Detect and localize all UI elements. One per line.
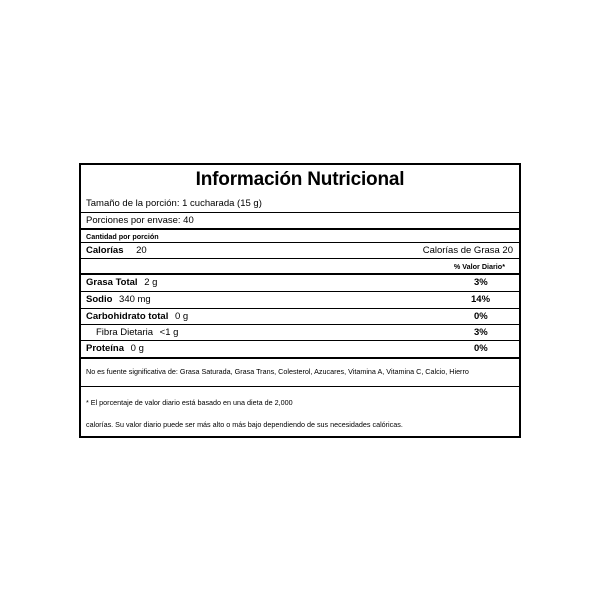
divider: [81, 386, 519, 387]
nutrient-amount: 0 g: [130, 343, 144, 354]
nutrient-dv: 0%: [474, 343, 488, 354]
divider-thick: [81, 273, 519, 275]
label-title: Información Nutricional: [195, 169, 405, 190]
calories-label: Calorías: [86, 245, 124, 256]
nutrient-dv: 14%: [471, 294, 491, 305]
nutrient-amount: 340 mg: [119, 294, 151, 305]
divider: [81, 212, 519, 213]
nutrient-row-carbohydrate: [86, 311, 514, 322]
nutrient-dv: 0%: [474, 311, 488, 322]
divider: [81, 308, 519, 309]
nutrient-label: Proteína: [86, 343, 125, 354]
serving-size: Tamaño de la porción: 1 cucharada (15 g): [86, 198, 262, 209]
footnote-line-1: * El porcentaje de valor diario está basado en una dieta de 2,000: [86, 398, 293, 407]
nutrient-label: Fibra Dietaria: [96, 327, 154, 338]
divider-thick: [81, 357, 519, 359]
nutrient-row-total-fat: [86, 277, 514, 288]
divider: [81, 324, 519, 325]
footnote-line-2: calorías. Su valor diario puede ser más alto o más bajo dependiendo de sus necesidades calóricas.: [86, 420, 403, 429]
nutrient-row-protein: [86, 343, 514, 354]
divider: [81, 340, 519, 341]
not-significant-source: No es fuente significativa de: Grasa Saturada, Grasa Trans, Colesterol, Azucares, Vitamina A, Vitamina C, Calcio, Hierro: [86, 367, 469, 376]
nutrient-amount: <1 g: [159, 327, 179, 338]
nutrient-amount: 2 g: [144, 277, 158, 288]
nutrition-facts-label: [79, 163, 521, 438]
daily-value-header: % Valor Diario*: [453, 262, 505, 271]
nutrient-label: Carbohidrato total: [86, 311, 169, 322]
nutrient-label: Grasa Total: [86, 277, 138, 288]
calories-from-fat: Calorías de Grasa 20: [422, 245, 513, 256]
amount-per-serving: Cantidad por porción: [86, 232, 159, 241]
servings-per-container: Porciones por envase: 40: [86, 215, 194, 226]
calories-value: 20: [136, 245, 147, 256]
divider-thick: [81, 228, 519, 230]
nutrient-row-sodium: [86, 294, 514, 305]
nutrient-amount: 0 g: [174, 311, 189, 322]
divider: [81, 291, 519, 292]
nutrient-row-fiber: [96, 327, 514, 338]
nutrient-dv: 3%: [474, 327, 488, 338]
divider: [81, 242, 519, 243]
nutrient-label: Sodio: [86, 294, 113, 305]
nutrient-dv: 3%: [474, 277, 488, 288]
divider: [81, 258, 519, 259]
